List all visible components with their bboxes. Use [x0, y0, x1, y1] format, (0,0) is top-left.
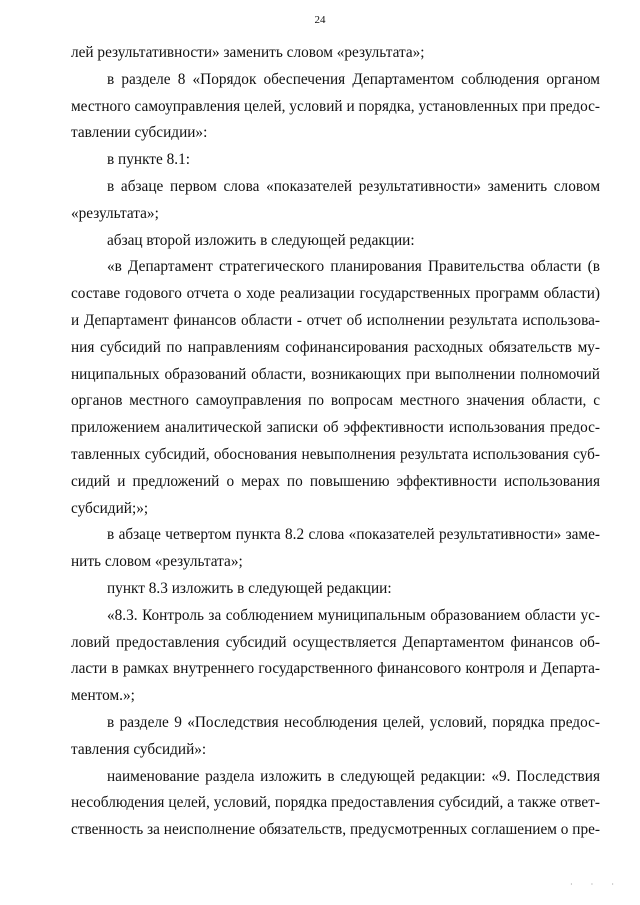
- text-line: «8.3. Контроль за соблюдением муниципальным образованием области ус-: [107, 606, 600, 624]
- text-line: лей результативности» заменить словом «результата»;: [71, 44, 425, 61]
- text-line: составе годового отчета о ходе реализации государственных программ области): [71, 285, 600, 303]
- body-text: [71, 40, 600, 844]
- text-line: приложением аналитической записки об эффективности использования предос-: [71, 419, 600, 437]
- text-line: нить словом «результата»;: [71, 553, 243, 571]
- text-line: сидий и предложений о мерах по повышению эффективности использования: [71, 472, 600, 490]
- text-line: местного самоуправления целей, условий и порядка, установленных при предос-: [71, 97, 600, 115]
- text-line: «в Департамент стратегического планирования Правительства области (в: [107, 258, 600, 276]
- text-line: ниципальных образований области, возникающих при выполнении полномочий: [71, 365, 600, 383]
- text-line: несоблюдения целей, условий, порядка предоставления субсидий, а также ответ-: [71, 794, 600, 812]
- text-line: субсидий;»;: [71, 499, 149, 517]
- text-line: ния субсидий по направлениям софинансирования расходных обязательств му-: [71, 338, 600, 356]
- scan-artifact-marks: · · ·: [570, 880, 622, 889]
- text-line: ласти в рамках внутреннего государственного финансового контроля и Департа-: [71, 660, 600, 678]
- text-line: в разделе 8 «Порядок обеспечения Департаментом соблюдения органом: [107, 70, 600, 88]
- text-line: ственность за неисполнение обязательств, предусмотренных соглашением о пре-: [71, 821, 600, 839]
- text-line: «результата»;: [71, 204, 159, 222]
- text-line: тавлении субсидии»:: [71, 124, 208, 142]
- page-number: 24: [314, 14, 326, 26]
- text-line: органов местного самоуправления по вопросам местного значения области, с: [71, 392, 600, 410]
- text-line: в разделе 9 «Последствия несоблюдения целей, условий, порядка предос-: [107, 713, 600, 731]
- text-line: и Департамент финансов области - отчет об исполнении результата использова-: [71, 311, 600, 329]
- text-line: абзац второй изложить в следующей редакции:: [107, 231, 415, 249]
- text-line: тавленных субсидий, обоснования невыполнения результата использования суб-: [71, 445, 600, 463]
- text-line: ментом.»;: [71, 687, 135, 705]
- text-line: ловий предоставления субсидий осуществляется Департаментом финансов об-: [71, 633, 600, 651]
- text-line: в пункте 8.1:: [107, 151, 190, 169]
- text-line: пункт 8.3 изложить в следующей редакции:: [107, 579, 392, 597]
- text-line: тавления субсидий»:: [71, 740, 207, 758]
- text-line: в абзаце четвертом пункта 8.2 слова «показателей результативности» заме-: [107, 526, 600, 544]
- text-line: наименование раздела изложить в следующей редакции: «9. Последствия: [107, 767, 600, 785]
- text-line: в абзаце первом слова «показателей результативности» заменить словом: [107, 177, 600, 195]
